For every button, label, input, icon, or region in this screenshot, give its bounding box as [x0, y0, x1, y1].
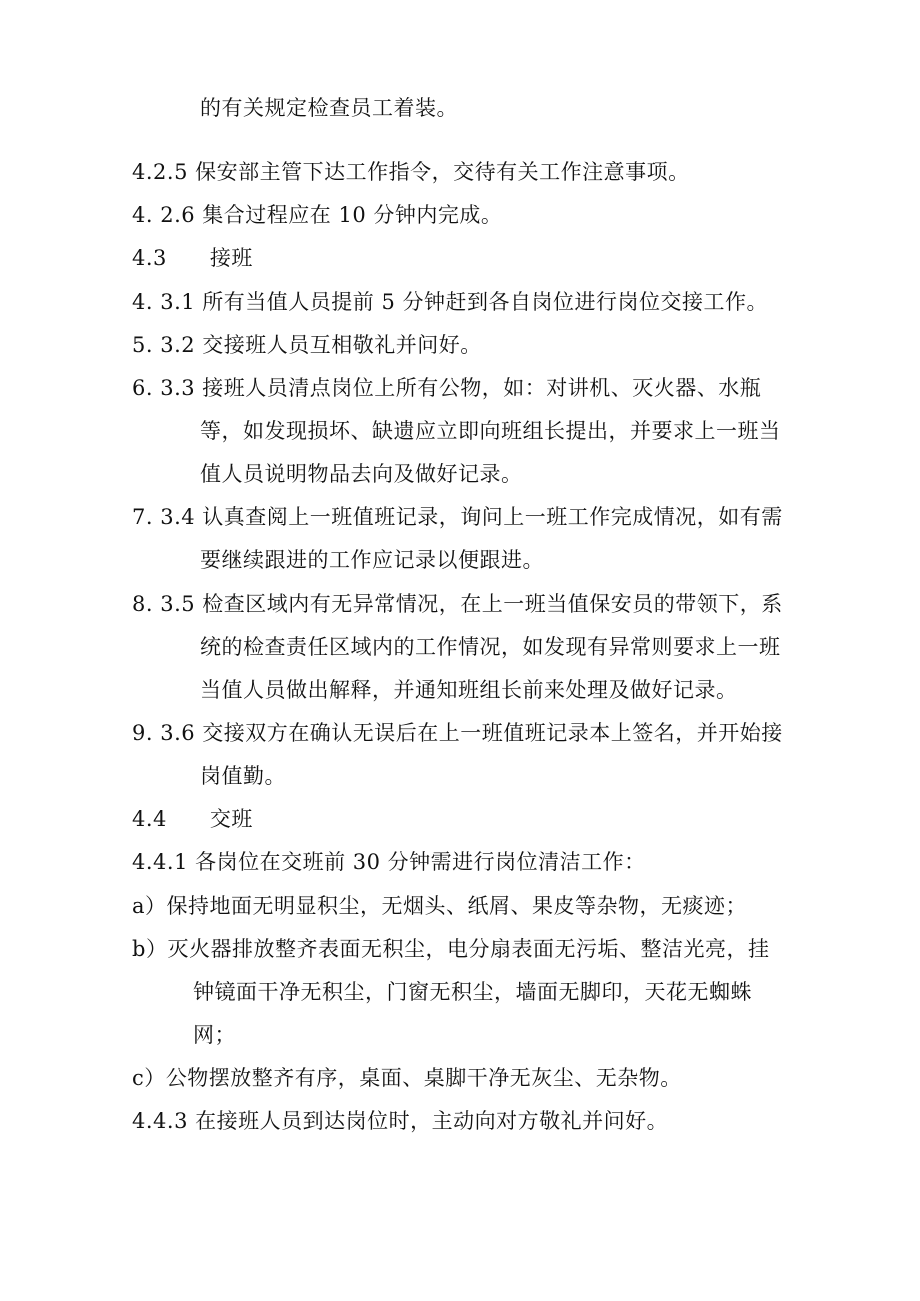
list-item: a）保持地面无明显积尘，无烟头、纸屑、果皮等杂物，无痰迹； [132, 894, 748, 918]
text-line: 8. 3.5 检查区域内有无异常情况，在上一班当值保安员的带领下，系 [132, 592, 783, 616]
text-line: 7. 3.4 认真查阅上一班值班记录，询问上一班工作完成情况，如有需 [132, 505, 783, 529]
text-line: 网； [193, 1023, 236, 1047]
list-item: b）灭火器排放整齐表面无积尘，电分扇表面无污垢、整洁光亮，挂 [132, 937, 770, 961]
text-line: 钟镜面干净无积尘，门窗无积尘，墙面无脚印，天花无蜘蛛 [193, 980, 752, 1004]
text-line: 岗值勤。 [200, 764, 286, 788]
section-heading: 4.4 交班 [132, 807, 253, 831]
text-line: 等，如发现损坏、缺遗应立即向班组长提出，并要求上一班当 [200, 419, 781, 443]
text-line: 4. 2.6 集合过程应在 10 分钟内完成。 [132, 203, 503, 227]
text-line: 4.2.5 保安部主管下达工作指令，交待有关工作注意事项。 [132, 160, 690, 184]
text-line: 值人员说明物品去向及做好记录。 [200, 462, 523, 486]
text-line: 5. 3.2 交接班人员互相敬礼并问好。 [132, 333, 482, 357]
list-item: c）公物摆放整齐有序，桌面、桌脚干净无灰尘、无杂物。 [132, 1066, 682, 1090]
text-line: 4.4.1 各岗位在交班前 30 分钟需进行岗位清洁工作： [132, 850, 646, 874]
text-line: 的有关规定检查员工着装。 [200, 96, 458, 120]
section-heading: 4.3 接班 [132, 246, 253, 270]
text-line: 统的检查责任区域内的工作情况，如发现有异常则要求上一班 [200, 635, 781, 659]
text-line: 4. 3.1 所有当值人员提前 5 分钟赶到各自岗位进行岗位交接工作。 [132, 290, 768, 314]
text-line: 6. 3.3 接班人员清点岗位上所有公物，如：对讲机、灭火器、水瓶 [132, 376, 762, 400]
text-line: 当值人员做出解释，并通知班组长前来处理及做好记录。 [200, 678, 738, 702]
text-line: 要继续跟进的工作应记录以便跟进。 [200, 548, 544, 572]
text-line: 4.4.3 在接班人员到达岗位时，主动向对方敬礼并问好。 [132, 1109, 669, 1133]
text-line: 9. 3.6 交接双方在确认无误后在上一班值班记录本上签名，并开始接 [132, 721, 783, 745]
